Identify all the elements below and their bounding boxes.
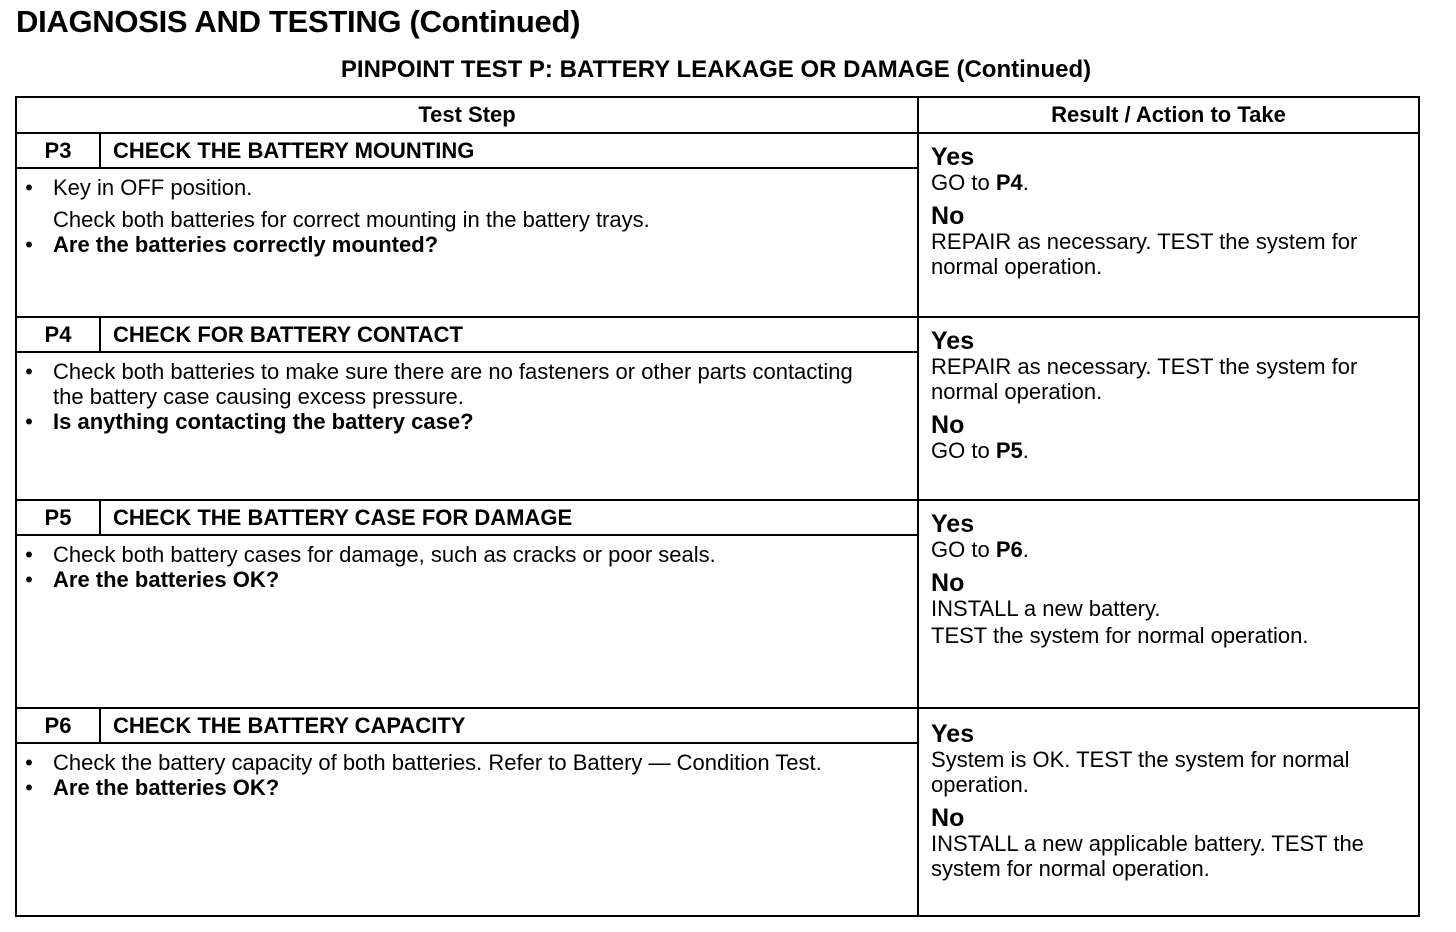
- no-text-end: .: [1022, 438, 1029, 463]
- result-cell: [918, 500, 1419, 708]
- step-title: CHECK FOR BATTERY CONTACT: [100, 317, 918, 352]
- bullet-icon: •: [25, 542, 33, 568]
- yes-text: System is OK. TEST the system for normal operation.: [931, 747, 1350, 797]
- step-body: [16, 352, 918, 500]
- bullet-icon: •: [25, 409, 33, 435]
- no-text: INSTALL a new applicable battery. TEST the system for normal operation.: [931, 831, 1364, 881]
- step-row-p3: [16, 133, 1419, 168]
- no-label: No: [931, 202, 965, 230]
- pinpoint-test-title: PINPOINT TEST P: BATTERY LEAKAGE OR DAMAGE (Continued): [340, 56, 1092, 83]
- step-row-p4: [16, 317, 1419, 352]
- step-body: [16, 168, 918, 317]
- no-text: INSTALL a new battery.: [931, 596, 1161, 621]
- step-reference: P4: [995, 170, 1023, 195]
- bullet-text: Check the battery capacity of both batteries. Refer to Battery — Condition Test.: [53, 750, 822, 776]
- step-row-p6: [16, 708, 1419, 743]
- no-text: REPAIR as necessary. TEST the system for normal operation.: [931, 229, 1358, 279]
- bullet-icon: •: [25, 750, 33, 776]
- bullet-question: Are the batteries OK?: [53, 775, 280, 801]
- yes-label: Yes: [931, 143, 975, 171]
- step-title: CHECK THE BATTERY CAPACITY: [100, 708, 918, 743]
- result-cell: [918, 708, 1419, 916]
- no-label: No: [931, 411, 965, 439]
- result-cell: [918, 133, 1419, 317]
- bullet-text: Check both batteries for correct mounting in the battery trays.: [53, 207, 650, 233]
- bullet-question: Are the batteries OK?: [53, 567, 280, 593]
- bullet-text: Check both batteries to make sure there are no fasteners or other parts contacting the battery case causing excess pressure.: [53, 359, 853, 410]
- yes-label: Yes: [931, 720, 975, 748]
- bullet-text: Check both battery cases for damage, such as cracks or poor seals.: [53, 542, 716, 568]
- step-id: P5: [16, 500, 100, 535]
- page-title: DIAGNOSIS AND TESTING (Continued): [16, 4, 581, 39]
- result-header: Result / Action to Take: [918, 97, 1419, 133]
- yes-text-end: .: [1022, 537, 1029, 562]
- step-row-p5: [16, 500, 1419, 535]
- yes-label: Yes: [931, 327, 975, 355]
- yes-text: GO to: [931, 170, 996, 195]
- test-step-header: Test Step: [16, 97, 918, 133]
- no-text: GO to: [931, 438, 996, 463]
- bullet-question: Is anything contacting the battery case?: [53, 409, 474, 435]
- table-header-row: [16, 97, 1419, 133]
- step-id: P6: [16, 708, 100, 743]
- bullet-question: Are the batteries correctly mounted?: [53, 232, 439, 258]
- step-reference: P5: [995, 438, 1023, 463]
- step-body: [16, 535, 918, 708]
- yes-text-end: .: [1022, 170, 1029, 195]
- bullet-icon: •: [25, 567, 33, 593]
- step-id: P4: [16, 317, 100, 352]
- step-title: CHECK THE BATTERY CASE FOR DAMAGE: [100, 500, 918, 535]
- no-label: No: [931, 569, 965, 597]
- yes-text: REPAIR as necessary. TEST the system for normal operation.: [931, 354, 1358, 404]
- no-text: TEST the system for normal operation.: [931, 623, 1309, 648]
- no-label: No: [931, 804, 965, 832]
- bullet-icon: •: [25, 175, 33, 201]
- step-body: [16, 743, 918, 916]
- result-cell: [918, 317, 1419, 500]
- step-id: P3: [16, 133, 100, 168]
- pinpoint-test-table: [15, 96, 1420, 917]
- bullet-icon: •: [25, 232, 33, 258]
- step-title: CHECK THE BATTERY MOUNTING: [100, 133, 918, 168]
- bullet-icon: •: [25, 775, 33, 801]
- yes-label: Yes: [931, 510, 975, 538]
- step-reference: P6: [995, 537, 1023, 562]
- bullet-text: Key in OFF position.: [53, 175, 253, 201]
- bullet-icon: •: [25, 359, 33, 385]
- yes-text: GO to: [931, 537, 996, 562]
